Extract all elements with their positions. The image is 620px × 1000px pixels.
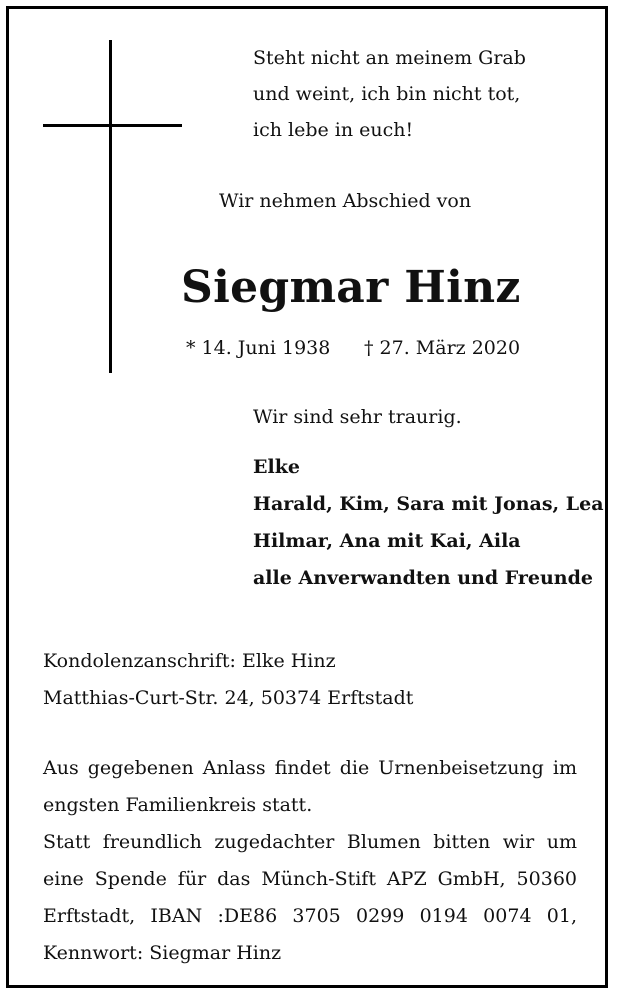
family-line: Hilmar, Ana mit Kai, Aila <box>253 530 521 552</box>
condolence-address <box>43 643 413 717</box>
family-line: alle Anverwandten und Freunde <box>253 567 593 589</box>
cross-icon-vertical <box>109 40 112 373</box>
address-line: Matthias-Curt-Str. 24, 50374 Erftstadt <box>43 687 414 709</box>
family-line: Elke <box>253 456 300 478</box>
deceased-name: Siegmar Hinz <box>181 262 521 313</box>
notice-text <box>43 750 577 972</box>
donation-notice: Statt freundlich zugedachter Blumen bitten wir um eine Spende für das Münch-Stift APZ GmbH, 50360 Erftstadt, IBAN :DE86 3705 0299 0194 0074 01, Kennwort: Siegmar Hinz <box>43 831 577 964</box>
address-line: Kondolenzanschrift: Elke Hinz <box>43 650 336 672</box>
poem-line: ich lebe in euch! <box>253 119 414 141</box>
birth-date: * 14. Juni 1938 <box>186 337 331 359</box>
burial-notice: Aus gegebenen Anlass findet die Urnenbeisetzung im engsten Familienkreis statt. <box>43 757 577 816</box>
poem-line: und weint, ich bin nicht tot, <box>253 83 521 105</box>
family-line: Harald, Kim, Sara mit Jonas, Lea <box>253 493 604 515</box>
cross-icon-horizontal <box>43 124 182 127</box>
farewell-intro-text: Wir nehmen Abschied von <box>219 190 472 212</box>
poem <box>253 40 526 148</box>
poem-line: Steht nicht an meinem Grab <box>253 47 526 69</box>
family-list <box>253 449 604 597</box>
death-date: † 27. März 2020 <box>364 337 521 359</box>
mourning-line: Wir sind sehr traurig. <box>253 406 462 428</box>
life-dates <box>186 337 521 359</box>
